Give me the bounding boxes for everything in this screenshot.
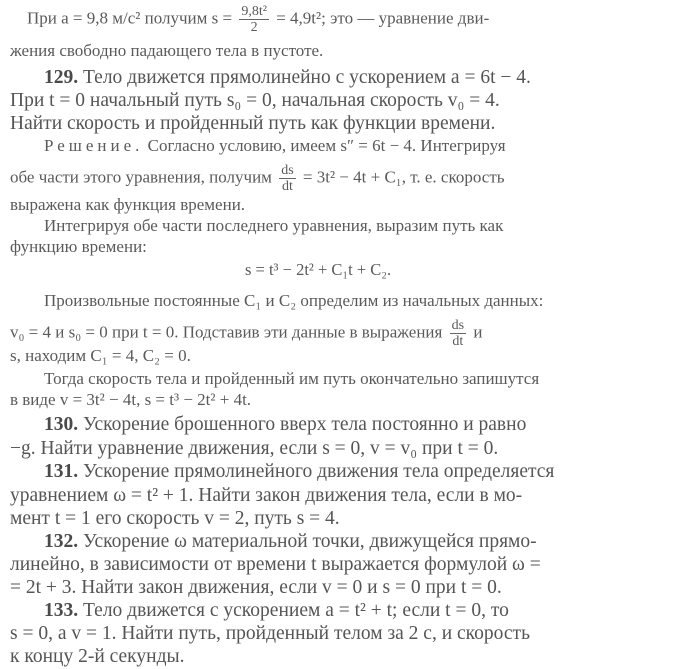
problem-129-line-3: Найти скорость и пройденный путь как функции времени. bbox=[10, 113, 496, 134]
problem-129-line-1 bbox=[44, 66, 689, 90]
text-fragment: Ускорение ω материальной точки, движущейся прямо- bbox=[78, 531, 537, 552]
text-fragment: = 4,9t²; это — уравнение дви- bbox=[271, 8, 490, 28]
displayed-formula: s = t³ − 2t² + C₁t + C₂. bbox=[245, 260, 392, 279]
text-fragment: Тело движется прямолинейно с ускорением a = 6t − 4. bbox=[78, 67, 531, 88]
text-fragment: Тело движется с ускорением a = t² + t; если t = 0, то bbox=[78, 600, 509, 621]
fraction-denominator: 2 bbox=[250, 20, 258, 35]
fraction bbox=[239, 4, 269, 35]
problem-number: 129. bbox=[44, 67, 79, 88]
fraction-denominator: dt bbox=[452, 334, 464, 349]
fraction-denominator: dt bbox=[281, 179, 293, 194]
problem-131-line-1 bbox=[44, 460, 689, 484]
problem-number: 132. bbox=[44, 531, 79, 552]
solution-line-8: s, находим C₁ = 4, C₂ = 0. bbox=[10, 346, 191, 365]
problem-129-line-2: При t = 0 начальный путь s₀ = 0, начальная скорость v₀ = 4. bbox=[10, 90, 500, 111]
solution-line-5: функцию времени: bbox=[10, 237, 147, 256]
solution-line-1 bbox=[44, 135, 689, 157]
solution-line-9: Тогда скорость тела и пройденный им путь окончательно запишутся bbox=[44, 369, 540, 388]
problem-132-line-2: линейно, в зависимости от времени t выражается формулой ω = bbox=[10, 554, 541, 575]
solution-line-3: выражена как функция времени. bbox=[10, 195, 246, 214]
text-fragment: Согласно условию, имеем s″ = 6t − 4. Интегрируя bbox=[143, 136, 506, 155]
solution-line-2 bbox=[10, 163, 689, 194]
problem-number: 133. bbox=[44, 600, 79, 621]
solution-heading: Решение. bbox=[44, 136, 144, 155]
problem-133-line-1 bbox=[44, 599, 689, 623]
text-fragment: обе части этого уравнения, получим bbox=[10, 167, 277, 187]
solution-line-10: в виде v = 3t² − 4t, s = t³ − 2t² + 4t. bbox=[10, 390, 252, 409]
fraction-numerator: 9,8t² bbox=[241, 4, 267, 19]
problem-130-line-1 bbox=[44, 413, 689, 437]
problem-number: 130. bbox=[44, 414, 79, 435]
problem-132-line-1 bbox=[44, 530, 689, 554]
text-fragment: Ускорение брошенного вверх тела постоянно и равно bbox=[78, 414, 527, 435]
fraction bbox=[279, 163, 295, 194]
problem-132-line-3: = 2t + 3. Найти закон движения, если v = 0 и s = 0 при t = 0. bbox=[10, 577, 502, 598]
problem-number: 131. bbox=[44, 461, 79, 482]
text-fragment: v₀ = 4 и s₀ = 0 при t = 0. Подставив эти данные в выражения bbox=[10, 322, 447, 342]
text-fragment: = 3t² − 4t + C₁, т. е. скорость bbox=[298, 167, 505, 187]
fraction-numerator: ds bbox=[281, 163, 294, 178]
problem-133-line-2: s = 0, а v = 1. Найти путь, пройденный телом за 2 с, и скорость bbox=[10, 623, 530, 644]
text-line-1 bbox=[27, 4, 689, 35]
text-fragment: и bbox=[469, 322, 483, 342]
problem-133-line-3: к концу 2-й секунды. bbox=[10, 646, 185, 667]
fraction-numerator: ds bbox=[451, 318, 465, 333]
solution-line-4: Интегрируя обе части последнего уравнения, выразим путь как bbox=[44, 216, 504, 235]
problem-131-line-3: мент t = 1 его скорость v = 2, путь s = 4. bbox=[10, 508, 340, 529]
problem-131-line-2: уравнением ω = t² + 1. Найти закон движения тела, если в мо- bbox=[10, 485, 523, 506]
problem-130-line-2: −g. Найти уравнение движения, если s = 0, v = v₀ при t = 0. bbox=[10, 438, 499, 459]
solution-line-6: Произвольные постоянные C₁ и C₂ определим из начальных данных: bbox=[44, 291, 544, 310]
text-fragment: При a = 9,8 м/с² получим s = bbox=[27, 8, 237, 28]
text-line-2: жения свободно падающего тела в пустоте. bbox=[10, 41, 324, 60]
text-fragment: Ускорение прямолинейного движения тела определяется bbox=[78, 461, 555, 482]
